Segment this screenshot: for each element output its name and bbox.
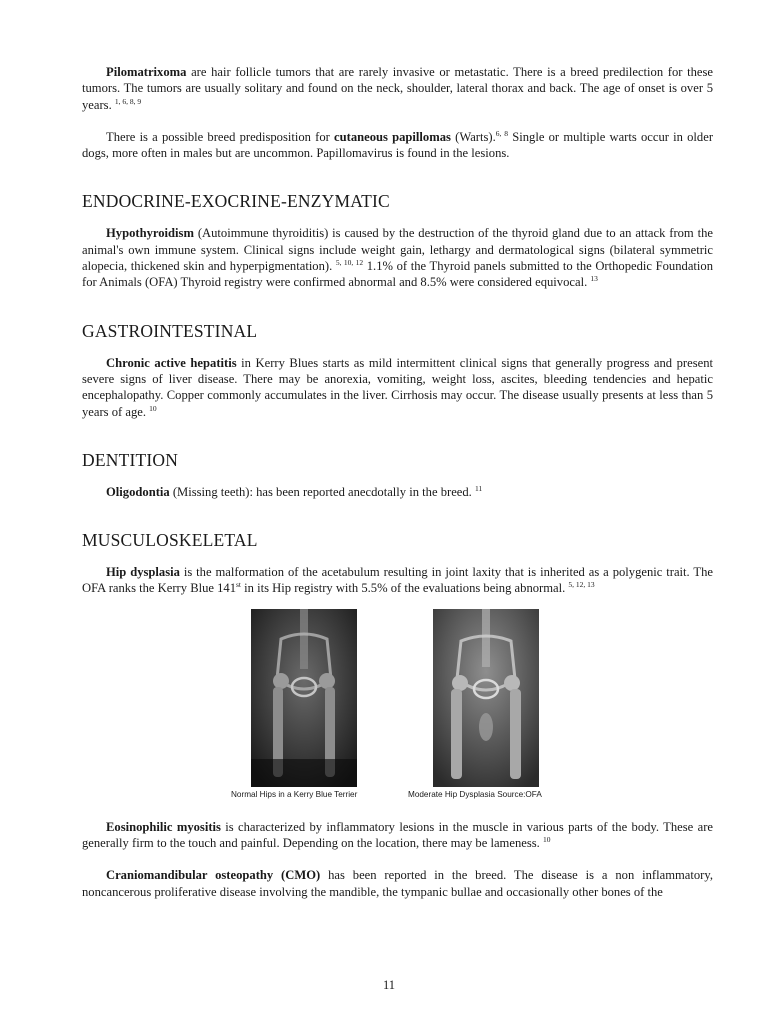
paragraph-pilomatrixoma bbox=[82, 64, 713, 113]
reference-superscript: 13 bbox=[590, 274, 598, 284]
paragraph-papillomas bbox=[82, 129, 713, 162]
page-number: 11 bbox=[382, 978, 396, 992]
reference-superscript: 10 bbox=[542, 835, 551, 845]
paragraph-hip-dysplasia bbox=[82, 564, 713, 597]
reference-superscript: 11 bbox=[474, 483, 483, 493]
paragraph-text: (Autoimmune thyroiditis) is caused by the destruction of the thyroid gland due to an attack from the animal's own immune system. Clinical signs include weight gain, lethargy and dermatological signs (bilateral symmetric alopecia, thickened skin and hyperpigmentation). bbox=[82, 226, 713, 274]
section-heading-endocrine: ENDOCRINE-EXOCRINE-ENZYMATIC bbox=[82, 191, 390, 212]
paragraph-oligodontia bbox=[82, 484, 713, 500]
term-hip-dysplasia: Hip dysplasia bbox=[106, 565, 180, 580]
section-heading-dentition: DENTITION bbox=[82, 449, 179, 470]
paragraph-text: in Kerry Blues starts as mild intermittent clinical signs that generally progress and present severe signs of liver disease. There may be anorexia, vomiting, weight loss, ascites, bleeding tendencies and hepatic encephalopathy. Copper commonly accumulates in the liver. Cirrhosis may occur. The disease usually presents at less than 5 years of age. bbox=[82, 355, 714, 419]
term-hypothyroidism: Hypothyroidism bbox=[106, 226, 194, 241]
term-cutaneous-papillomas: cutaneous papillomas bbox=[334, 129, 451, 144]
paragraph-cmo bbox=[82, 867, 713, 900]
xray-normal-hips bbox=[251, 609, 357, 787]
reference-superscript: 5, 10, 12 bbox=[335, 258, 364, 268]
document-body bbox=[82, 64, 713, 900]
figure-caption-moderate: Moderate Hip Dysplasia Source:OFA bbox=[408, 789, 542, 799]
paragraph-text: in its Hip registry with 5.5% of the evaluations being abnormal. bbox=[241, 581, 569, 596]
figure-caption-normal: Normal Hips in a Kerry Blue Terrier bbox=[231, 789, 358, 799]
ordinal-superscript: st bbox=[236, 580, 242, 590]
term-pilomatrixoma: Pilomatrixoma bbox=[106, 65, 187, 79]
section-heading-musculoskeletal: MUSCULOSKELETAL bbox=[82, 530, 258, 551]
paragraph-eosinophilic-myositis bbox=[82, 819, 713, 852]
paragraph-hypothyroidism bbox=[82, 225, 713, 290]
reference-superscript: 1, 6, 8, 9 bbox=[114, 96, 142, 106]
paragraph-hepatitis bbox=[82, 355, 713, 420]
paragraph-text: There is a possible breed predisposition for bbox=[106, 129, 335, 144]
term-craniomandibular-osteopathy: Craniomandibular osteopathy (CMO) bbox=[106, 868, 321, 883]
reference-superscript: 10 bbox=[149, 403, 157, 413]
xray-figures bbox=[82, 609, 713, 809]
paragraph-text: (Warts). bbox=[450, 129, 496, 144]
term-chronic-active-hepatitis: Chronic active hepatitis bbox=[106, 355, 237, 370]
reference-superscript: 6, 8 bbox=[495, 128, 509, 138]
paragraph-text: (Missing teeth): has been reported anecdotally in the breed. bbox=[169, 484, 475, 499]
paragraph-text: has been reported in the breed. The disease is a non inflammatory, noncancerous proliferative disease involving the mandible, the tympanic bullae and occasionally other bones of the bbox=[82, 868, 713, 899]
paragraph-text: Single or multiple warts occur in older dogs, more often in males but are uncommon. Papillomavirus is found in the lesions. bbox=[82, 129, 714, 161]
reference-superscript: 5, 12, 13 bbox=[568, 580, 595, 590]
xray-moderate-hip-dysplasia bbox=[433, 609, 539, 787]
section-heading-gastrointestinal: GASTROINTESTINAL bbox=[82, 320, 258, 341]
term-eosinophilic-myositis: Eosinophilic myositis bbox=[106, 819, 221, 834]
paragraph-text: are hair follicle tumors that are rarely invasive or metastatic. There is a breed predilection for these tumors. The tumors are usually solitary and found on the neck, shoulder, lateral thorax and back. The age of onset is over 5 years. bbox=[82, 65, 713, 112]
paragraph-text: is characterized by inflammatory lesions in the muscle in various parts of the body. These are generally firm to the touch and painful. Depending on the location, there may be lameness. bbox=[82, 819, 713, 851]
term-oligodontia: Oligodontia bbox=[106, 484, 170, 499]
paragraph-text: is the malformation of the acetabulum resulting in joint laxity that is inherited as a polygenic trait. The OFA ranks the Kerry Blue 141 bbox=[82, 565, 713, 596]
paragraph-text: 1.1% of the Thyroid panels submitted to the Orthopedic Foundation for Animals (OFA) Thyroid registry were confirmed abnormal and 8.5% were considered equivocal. bbox=[82, 259, 713, 290]
